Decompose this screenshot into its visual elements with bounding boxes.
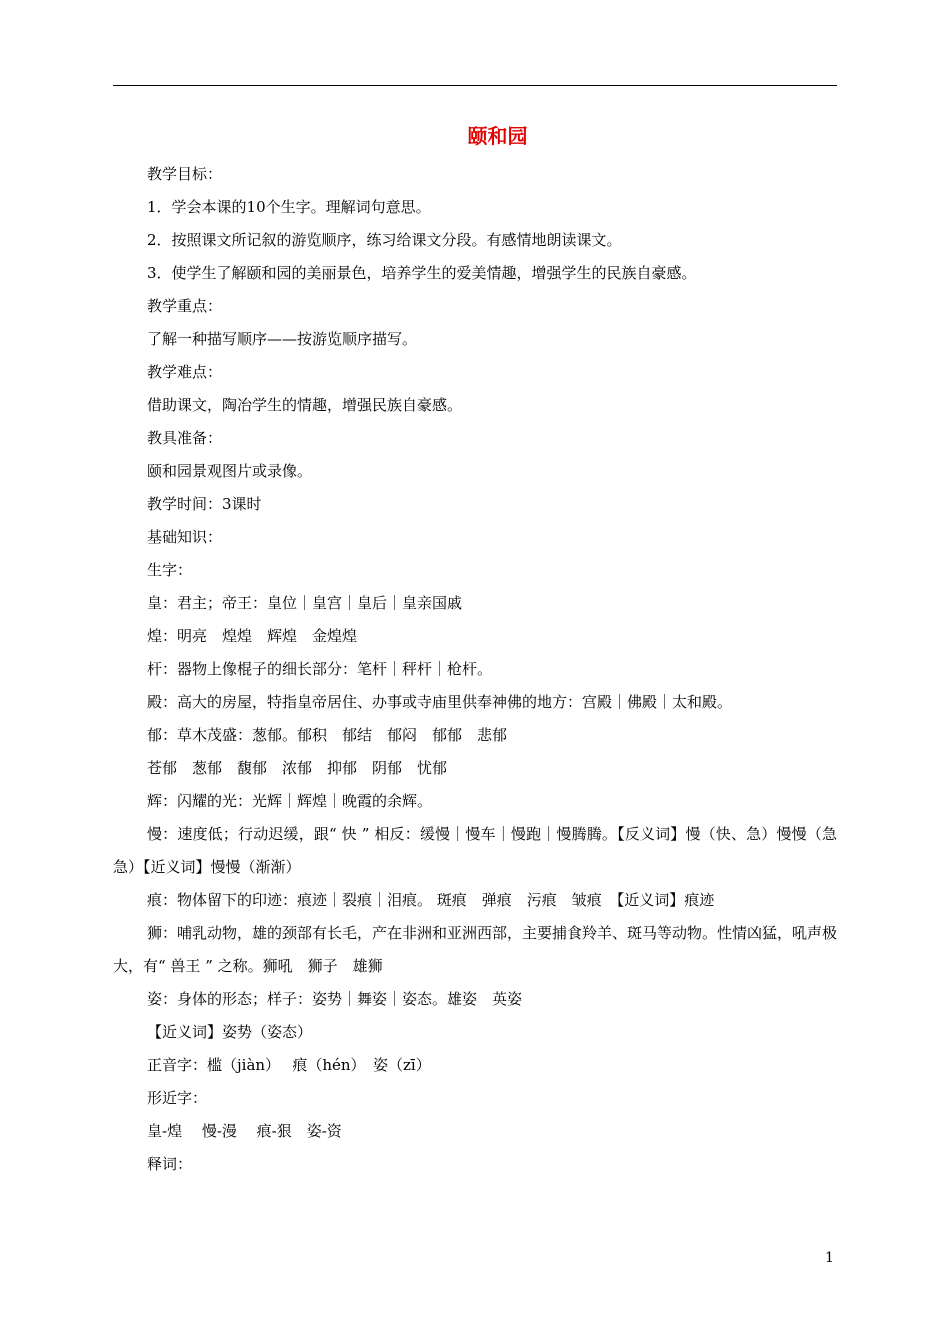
heading-similar-chars: 形近字： [147,1089,208,1107]
synonym-zi: 【近义词】姿势（姿态） [147,1023,313,1041]
char-hui: 辉：闪耀的光：光辉｜辉煌｜晚霞的余辉。 [147,792,433,810]
objective-3: 3．使学生了解颐和园的美丽景色，培养学生的爱美情趣，增强学生的民族自豪感。 [147,264,697,282]
teaching-time: 教学时间：3课时 [147,495,262,513]
char-dian: 殿：高大的房屋，特指皇帝居住、办事或寺庙里供奉神佛的地方：宫殿｜佛殿｜太和殿。 [147,693,733,711]
heading-word-explanation: 释词： [147,1155,193,1173]
char-shi: 狮：哺乳动物，雄的颈部有长毛，产在非洲和亚洲西部，主要捕食羚羊、斑马等动物。性情凶猛，吼声极大，有“ 兽王 ” 之称。狮吼 狮子 雄狮 [113,924,838,975]
page-number: 1 [825,1250,834,1266]
difficulties-text: 借助课文，陶冶学生的情趣，增强民族自豪感。 [147,396,463,414]
pronunciation: 正音字：槛（jiàn） 痕（hén） 姿（zī） [147,1056,431,1074]
char-yu-words: 苍郁 葱郁 馥郁 浓郁 抑郁 阴郁 忧郁 [147,759,448,777]
char-gan: 杆：器物上像棍子的细长部分：笔杆｜秤杆｜枪杆。 [147,660,493,678]
similar-chars: 皇-煌 慢-漫 痕-狠 姿-资 [147,1122,342,1140]
char-hen: 痕：物体留下的印迹：痕迹｜裂痕｜泪痕。 斑痕 弹痕 污痕 皱痕 【近义词】痕迹 [147,891,715,909]
char-zi: 姿：身体的形态；样子：姿势｜舞姿｜姿态。雄姿 英姿 [147,990,523,1008]
header-rule [113,85,837,86]
heading-new-characters: 生字： [147,561,193,579]
heading-basic-knowledge: 基础知识： [147,528,223,546]
objective-1: 1．学会本课的10个生字。理解词句意思。 [147,198,431,216]
document-body [113,158,837,1181]
document-title: 颐和园 [467,124,528,148]
char-huang2: 煌：明亮 煌煌 辉煌 金煌煌 [147,627,358,645]
key-points-text: 了解一种描写顺序——按游览顺序描写。 [147,330,418,348]
char-yu: 郁：草木茂盛：葱郁。郁积 郁结 郁闷 郁郁 悲郁 [147,726,508,744]
heading-difficulties: 教学难点： [147,363,223,381]
char-huang: 皇：君主；帝王：皇位｜皇宫｜皇后｜皇亲国戚 [147,594,463,612]
materials-text: 颐和园景观图片或录像。 [147,462,313,480]
char-man: 慢：速度低；行动迟缓，跟“ 快 ” 相反：缓慢｜慢车｜慢跑｜慢腾腾。【反义词】慢（快、急）慢慢（急急）【近义词】慢慢（渐渐） [113,825,837,876]
heading-objectives: 教学目标： [147,165,223,183]
objective-2: 2．按照课文所记叙的游览顺序，练习给课文分段。有感情地朗读课文。 [147,231,622,249]
heading-key-points: 教学重点： [147,297,223,315]
heading-materials: 教具准备： [147,429,223,447]
